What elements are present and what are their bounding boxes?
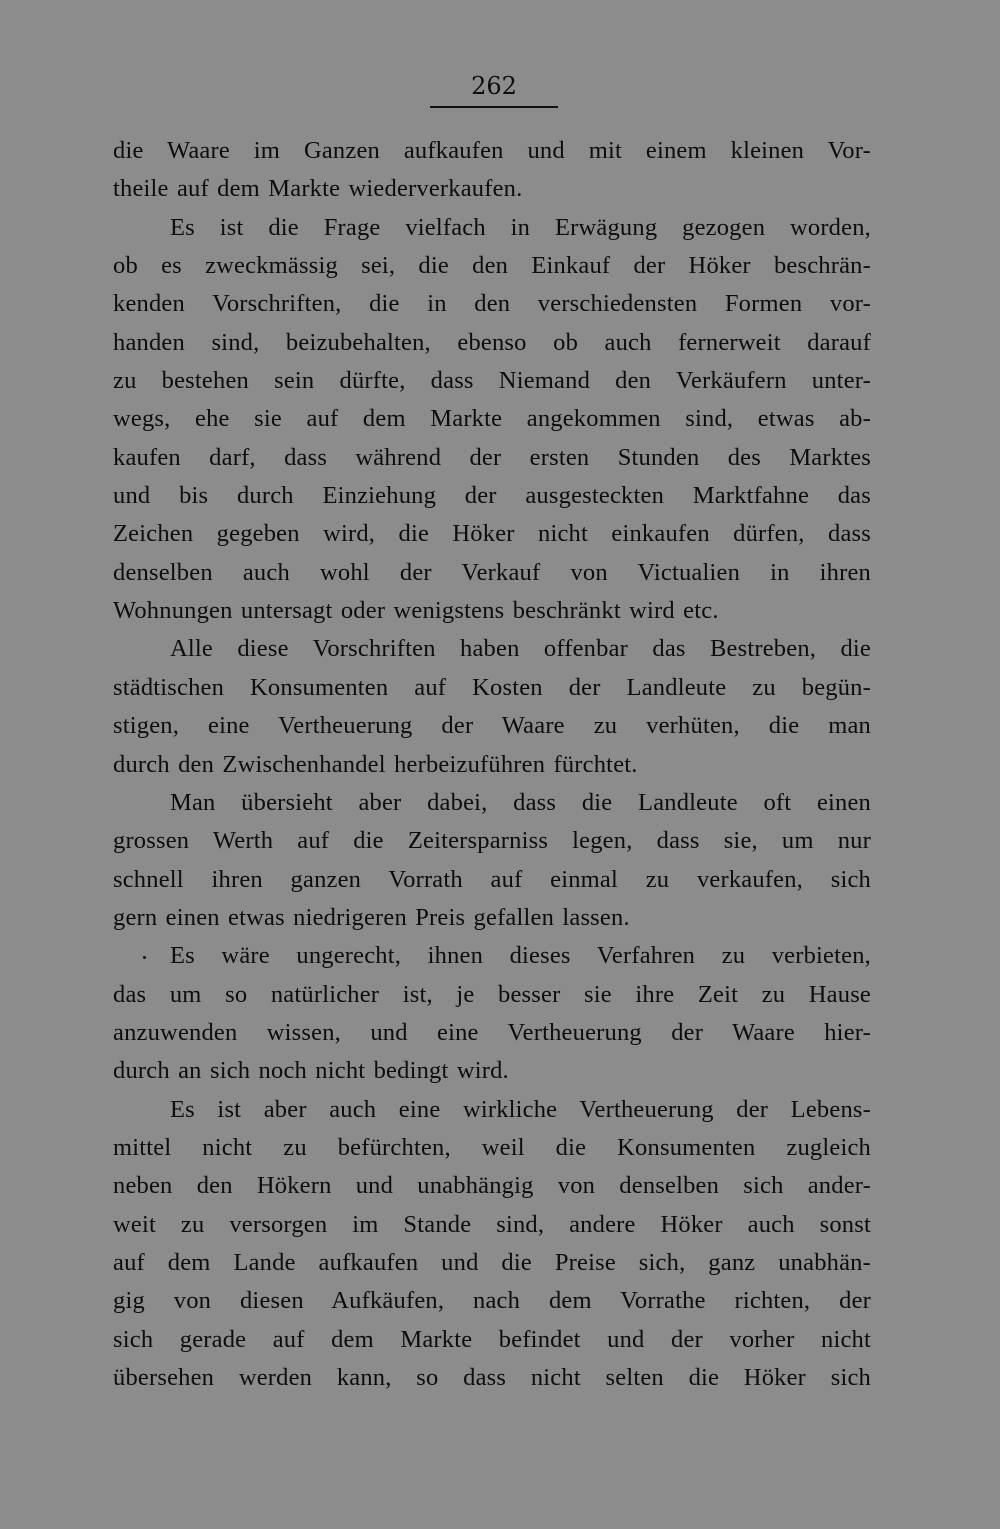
text-line: die Waare im Ganzen aufkaufen und mit einem kleinen Vor- [113,137,871,164]
text-line: Es wäre ungerecht, ihnen dieses Verfahren zu verbieten, [170,942,871,970]
text-line: sich gerade auf dem Markte befindet und der vorher nicht [113,1325,871,1353]
text-line: wegs, ehe sie auf dem Markte angekommen sind, etwas ab- [113,405,871,433]
page-number-rule [430,106,558,108]
text-line: kenden Vorschriften, die in den verschiedensten Formen vor- [113,290,871,318]
page-number: 262 [471,72,517,100]
text-line: gig von diesen Aufkäufen, nach dem Vorrathe richten, der [113,1287,871,1315]
text-line: handen sind, beizubehalten, ebenso ob auch fernerweit darauf [113,328,871,356]
text-line: städtischen Konsumenten auf Kosten der Landleute zu begün- [113,673,871,701]
text-line: auf dem Lande aufkaufen und die Preise sich, ganz unabhän- [113,1248,871,1276]
text-line: mittel nicht zu befürchten, weil die Konsumenten zugleich [113,1133,871,1161]
text-line: Es ist aber auch eine wirkliche Vertheuerung der Lebens- [170,1095,871,1123]
text-line: das um so natürlicher ist, je besser sie ihre Zeit zu Hause [113,980,871,1008]
text-line: kaufen darf, dass während der ersten Stunden des Marktes [113,443,871,471]
text-line: neben den Hökern und unabhängig von denselben sich ander- [113,1172,871,1200]
text-line: durch den Zwischenhandel herbeizuführen fürchtet. [113,750,638,778]
text-line: denselben auch wohl der Verkauf von Victualien in ihren [113,558,871,586]
text-line: anzuwenden wissen, und eine Vertheuerung der Waare hier- [113,1018,871,1046]
text-line: theile auf dem Markte wiederverkaufen. [113,175,523,203]
text-line: ob es zweckmässig sei, die den Einkauf der Höker beschrän- [113,252,871,280]
text-line: schnell ihren ganzen Vorrath auf einmal zu verkaufen, sich [113,865,871,893]
text-line: gern einen etwas niedrigeren Preis gefallen lassen. [113,903,630,931]
text-line: Alle diese Vorschriften haben offenbar das Bestreben, die [170,635,871,663]
text-line: Es ist die Frage vielfach in Erwägung gezogen worden, [170,213,871,241]
text-line: zu bestehen sein dürfte, dass Niemand den Verkäufern unter- [113,367,871,395]
text-line: stigen, eine Vertheuerung der Waare zu verhüten, die man [113,712,871,740]
text-line: und bis durch Einziehung der ausgesteckten Marktfahne das [113,482,871,510]
text-line: Wohnungen untersagt oder wenigstens beschränkt wird etc. [113,597,719,625]
text-line: weit zu versorgen im Stande sind, andere Höker auch sonst [113,1210,871,1238]
text-line: Man übersieht aber dabei, dass die Landleute oft einen [170,788,871,816]
text-line: durch an sich noch nicht bedingt wird. [113,1057,509,1085]
text-line: übersehen werden kann, so dass nicht selten die Höker sich [113,1364,871,1391]
body-text [113,132,871,1397]
text-line: grossen Werth auf die Zeitersparniss legen, dass sie, um nur [113,827,871,855]
text-line: Zeichen gegeben wird, die Höker nicht einkaufen dürfen, dass [113,520,871,548]
